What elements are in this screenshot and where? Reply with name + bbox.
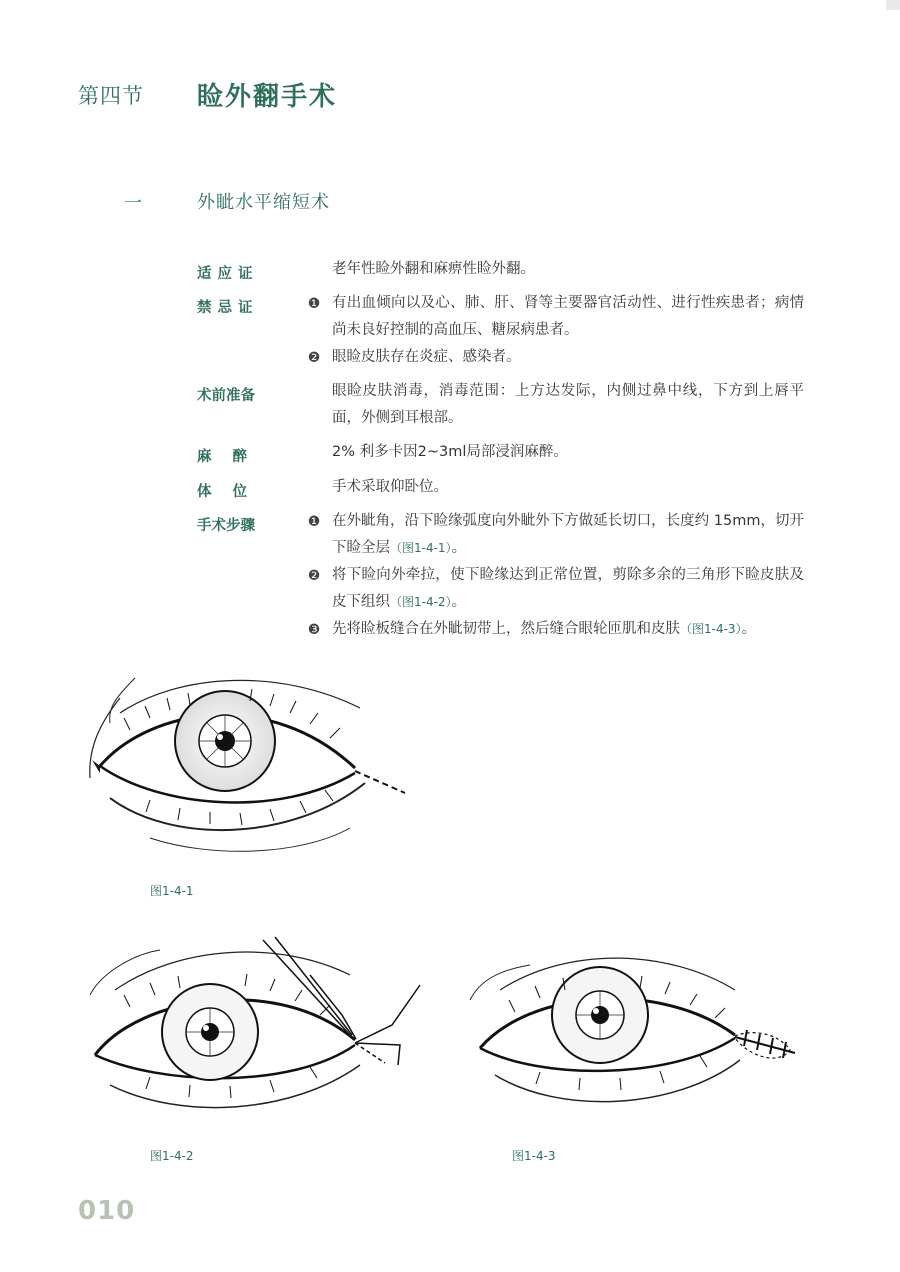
indication-text: 老年性睑外翻和麻痹性睑外翻。 — [332, 261, 535, 277]
figure-1-4-2-caption: 图1-4-2 — [150, 1149, 194, 1163]
step-text-2 — [332, 562, 804, 616]
eye-illustration-scissors — [80, 935, 440, 1115]
subsection-title: 外眦水平缩短术 — [197, 192, 330, 213]
figure-1-4-2 — [80, 935, 440, 1115]
step-text-3-body: 先将睑板缝合在外眦韧带上，然后缝合眼轮匝肌和皮肤 — [332, 621, 680, 637]
step-text-1-end: 。 — [451, 540, 467, 556]
figure-ref-1: （图1-4-1） — [390, 541, 452, 555]
subsection-number: 一 — [124, 193, 142, 214]
figure-ref-2: （图1-4-2） — [390, 595, 452, 609]
position-text: 手术采取仰卧位。 — [332, 479, 448, 495]
indication-label: 适应证 — [197, 266, 259, 282]
step-text-3 — [332, 616, 804, 643]
step-num-1: ❶ — [307, 514, 321, 530]
figure-1-4-3-caption: 图1-4-3 — [512, 1149, 556, 1163]
step-text-2-end: 。 — [451, 594, 467, 610]
step-text-2-body: 将下睑向外牵拉，使下睑缘达到正常位置，剪除多余的三角形下睑皮肤及皮下组织 — [332, 567, 804, 610]
anesthesia-label: 麻醉 — [197, 449, 268, 465]
anesthesia-text: 2% 利多卡因2~3ml局部浸润麻醉。 — [332, 444, 568, 460]
contraindication-text-2: 眼睑皮肤存在炎症、感染者。 — [332, 349, 521, 365]
steps-label: 手术步骤 — [197, 518, 255, 534]
contraindication-label: 禁忌证 — [197, 300, 259, 316]
page-number: 010 — [78, 1196, 136, 1226]
figure-1-4-3 — [460, 950, 810, 1115]
page-corner-mark — [886, 0, 900, 10]
step-num-2: ❷ — [307, 568, 321, 584]
step-num-3: ❸ — [307, 622, 321, 638]
eye-illustration-incision — [80, 668, 420, 868]
contraindication-text-1: 有出血倾向以及心、肺、肝、肾等主要器官活动性、进行性疾患者；病情尚未良好控制的高血压、糖尿病患者。 — [332, 295, 804, 338]
figure-1-4-1 — [80, 668, 420, 868]
figure-1-4-1-caption: 图1-4-1 — [150, 884, 194, 898]
section-number: 第四节 — [78, 84, 144, 108]
step-text-1-body: 在外眦角，沿下睑缘弧度向外眦外下方做延长切口，长度约 15mm，切开下睑全层 — [332, 513, 804, 556]
eye-illustration-suture — [460, 950, 810, 1115]
figure-ref-3: （图1-4-3） — [680, 622, 742, 636]
contraindication-num-1: ❶ — [307, 296, 321, 312]
section-title: 睑外翻手术 — [197, 82, 338, 112]
preparation-text: 眼睑皮肤消毒，消毒范围：上方达发际，内侧过鼻中线，下方到上唇平面，外侧到耳根部。 — [332, 383, 804, 426]
step-text-1 — [332, 508, 804, 562]
preparation-label: 术前准备 — [197, 388, 255, 404]
position-label: 体位 — [197, 484, 268, 500]
step-text-3-end: 。 — [741, 621, 757, 637]
contraindication-num-2: ❷ — [307, 350, 321, 366]
